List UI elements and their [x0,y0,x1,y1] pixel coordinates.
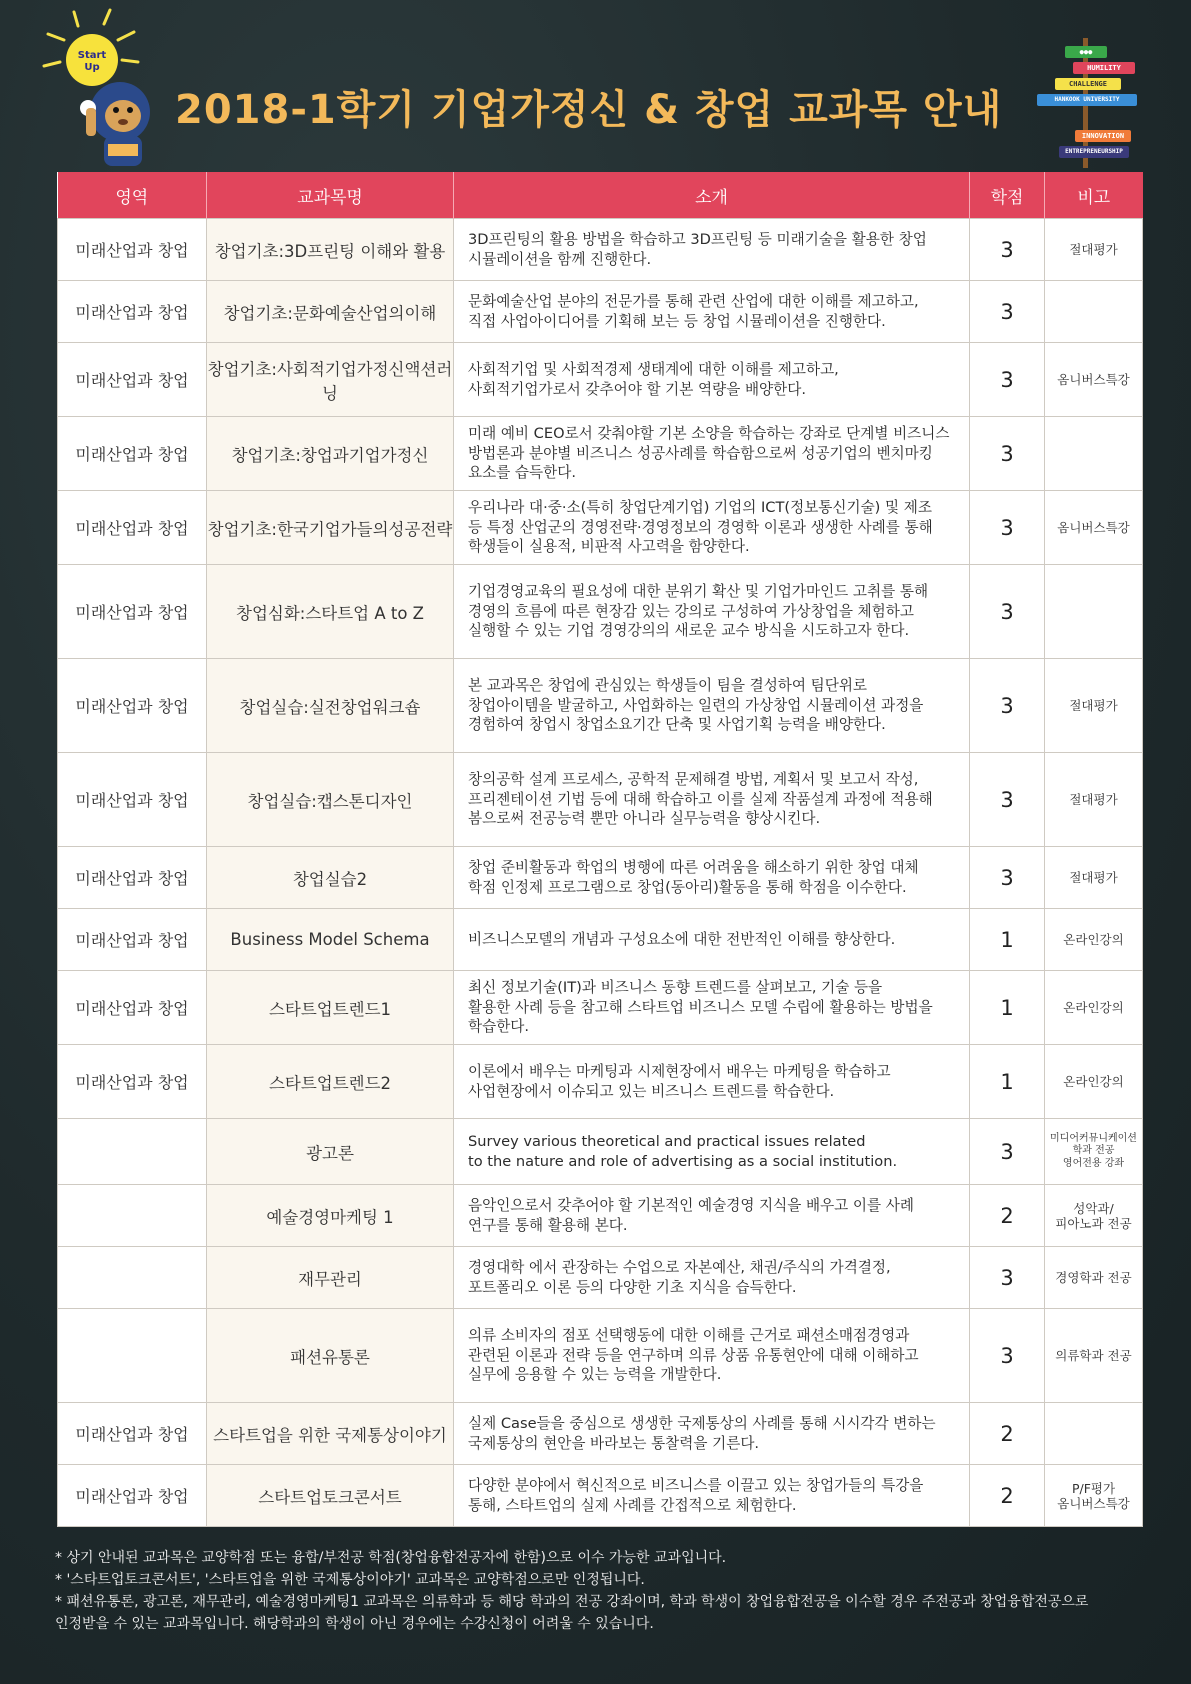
note-cell [1045,565,1143,659]
mascot-illustration [18,4,168,174]
course-name-cell: 스타트업을 위한 국제통상이야기 [207,1403,454,1465]
description-cell: 사회적기업 및 사회적경제 생태계에 대한 이해를 제고하고, 사회적기업가로서 갖추어야 할 기본 역량을 배양한다. [454,343,970,417]
credit-cell: 2 [970,1403,1045,1465]
footnote: * 패션유통론, 광고론, 재무관리, 예술경영마케팅1 교과목은 의류학과 등 해당 학과의 전공 강좌이며, 학과 학생이 창업융합전공을 이수할 경우 주전공과 창업융합전공으로 인정받을 수 있는 교과목입니다. 해당학과의 학생이 아닌 경우에는 수강신청이 어려울 수 있습니다. [55,1594,1089,1632]
header-description: 소개 [454,172,970,219]
course-name-cell: 스타트업트렌드1 [207,971,454,1045]
course-name-cell: 창업실습:실전창업워크숍 [207,659,454,753]
table-row [58,1119,1143,1185]
page-title: 2018-1학기 기업가정신 & 창업 교과목 안내 [175,87,1003,133]
header-area: 영역 [58,172,207,219]
signpost-illustration [1035,38,1145,168]
table-row [58,1403,1143,1465]
area-cell: 미래산업과 창업 [58,491,207,565]
area-cell: 미래산업과 창업 [58,1465,207,1527]
table-row [58,1247,1143,1309]
footnote: * 상기 안내된 교과목은 교양학점 또는 융합/부전공 학점(창업융합전공자에 한함)으로 이수 가능한 교과입니다. [55,1550,727,1566]
header-credit: 학점 [970,172,1045,219]
description-cell: 최신 정보기술(IT)과 비즈니스 동향 트렌드를 살펴보고, 기술 등을 활용한 사례 등을 참고해 스타트업 비즈니스 모델 수립에 활용하는 방법을 학습한다. [454,971,970,1045]
course-name-cell: 창업심화:스타트업 A to Z [207,565,454,659]
description-cell: Survey various theoretical and practical issues related to the nature and role of advertising as a social institution. [454,1119,970,1185]
header-note: 비고 [1045,172,1143,219]
course-name-cell: 광고론 [207,1119,454,1185]
page-header [0,0,1191,170]
course-name-cell: 재무관리 [207,1247,454,1309]
note-cell [1045,1403,1143,1465]
table-row [58,753,1143,847]
area-cell: 미래산업과 창업 [58,565,207,659]
note-cell: 미디어커뮤니케이션 학과 전공 영어전용 강좌 [1045,1119,1143,1185]
credit-cell: 3 [970,1247,1045,1309]
note-cell: 의류학과 전공 [1045,1309,1143,1403]
note-cell: 절대평가 [1045,847,1143,909]
footnotes [55,1547,1155,1635]
table-row [58,1185,1143,1247]
table-row [58,491,1143,565]
credit-cell: 3 [970,565,1045,659]
badge-text-1: Start [77,50,107,61]
area-cell: 미래산업과 창업 [58,847,207,909]
description-cell: 음악인으로서 갖추어야 할 기본적인 예술경영 지식을 배우고 이를 사례 연구를 통해 활용해 본다. [454,1185,970,1247]
credit-cell: 3 [970,659,1045,753]
note-cell: 경영학과 전공 [1045,1247,1143,1309]
description-cell: 다양한 분야에서 혁신적으로 비즈니스를 이끌고 있는 창업가들의 특강을 통해, 스타트업의 실제 사례를 간접적으로 체험한다. [454,1465,970,1527]
table-row [58,847,1143,909]
description-cell: 창의공학 설계 프로세스, 공학적 문제해결 방법, 계획서 및 보고서 작성, 프리젠테이션 기법 등에 대해 학습하고 이를 실제 작품설계 과정에 적용해 봄으로써 전공능력 뿐만 아니라 실무능력을 향상시킨다. [454,753,970,847]
area-cell [58,1247,207,1309]
sign-1: ●●● [1065,46,1107,58]
note-cell: 온라인강의 [1045,1045,1143,1119]
credit-cell: 3 [970,847,1045,909]
course-name-cell: 스타트업트렌드2 [207,1045,454,1119]
table-row [58,1465,1143,1527]
table-row [58,281,1143,343]
note-cell [1045,281,1143,343]
footnote: * '스타트업토크콘서트', '스타트업을 위한 국제통상이야기' 교과목은 교양학점으로만 인정됩니다. [55,1572,645,1588]
credit-cell: 3 [970,491,1045,565]
note-cell: 옴니버스특강 [1045,343,1143,417]
sign-university: HANKOOK UNIVERSITY [1037,94,1137,106]
credit-cell: 2 [970,1185,1045,1247]
credit-cell: 1 [970,909,1045,971]
credit-cell: 3 [970,417,1045,491]
description-cell: 실제 Case들을 중심으로 생생한 국제통상의 사례를 통해 시시각각 변하는 국제통상의 현안을 바라보는 통찰력을 기른다. [454,1403,970,1465]
area-cell: 미래산업과 창업 [58,753,207,847]
description-cell: 미래 예비 CEO로서 갖춰야할 기본 소양을 학습하는 강좌로 단계별 비즈니스 방법론과 분야별 비즈니스 성공사례를 학습함으로써 성공기업의 벤치마킹 요소를 습득한다. [454,417,970,491]
note-cell: 온라인강의 [1045,909,1143,971]
credit-cell: 3 [970,219,1045,281]
area-cell [58,1309,207,1403]
credit-cell: 1 [970,1045,1045,1119]
course-name-cell: Business Model Schema [207,909,454,971]
sign-challenge: CHALLENGE [1055,78,1121,90]
credit-cell: 3 [970,1309,1045,1403]
course-name-cell: 창업기초:한국기업가들의성공전략 [207,491,454,565]
course-name-cell: 패션유통론 [207,1309,454,1403]
table-row [58,1045,1143,1119]
area-cell: 미래산업과 창업 [58,1403,207,1465]
badge-text-2: Up [84,62,100,73]
description-cell: 경영대학 에서 관장하는 수업으로 자본예산, 채권/주식의 가격결정, 포트폴리오 이론 등의 다양한 기초 지식을 습득한다. [454,1247,970,1309]
area-cell: 미래산업과 창업 [58,659,207,753]
description-cell: 창업 준비활동과 학업의 병행에 따른 어려움을 해소하기 위한 창업 대체 학점 인정제 프로그램으로 창업(동아리)활동을 통해 학점을 이수한다. [454,847,970,909]
note-cell: 절대평가 [1045,753,1143,847]
note-cell: 옴니버스특강 [1045,491,1143,565]
area-cell [58,1119,207,1185]
area-cell: 미래산업과 창업 [58,219,207,281]
sign-entrepreneurship: ENTREPRENEURSHIP [1059,146,1129,158]
table-row [58,417,1143,491]
table-row [58,565,1143,659]
sign-innovation: INNOVATION [1075,130,1131,142]
course-name-cell: 창업실습:캡스톤디자인 [207,753,454,847]
course-name-cell: 창업실습2 [207,847,454,909]
course-name-cell: 예술경영마케팅 1 [207,1185,454,1247]
table-row [58,343,1143,417]
description-cell: 문화예술산업 분야의 전문가를 통해 관련 산업에 대한 이해를 제고하고, 직접 사업아이디어를 기획해 보는 등 창업 시뮬레이션을 진행한다. [454,281,970,343]
table-row [58,219,1143,281]
description-cell: 3D프린팅의 활용 방법을 학습하고 3D프린팅 등 미래기술을 활용한 창업 시뮬레이션을 함께 진행한다. [454,219,970,281]
note-cell: 절대평가 [1045,659,1143,753]
note-cell: 절대평가 [1045,219,1143,281]
course-name-cell: 창업기초:창업과기업가정신 [207,417,454,491]
description-cell: 기업경영교육의 필요성에 대한 분위기 확산 및 기업가마인드 고취를 통해 경영의 흐름에 따른 현장감 있는 강의로 구성하여 가상창업을 체험하고 실행할 수 있는 기업 경영강의의 새로운 교수 방식을 시도하고자 한다. [454,565,970,659]
area-cell: 미래산업과 창업 [58,343,207,417]
course-name-cell: 스타트업토크콘서트 [207,1465,454,1527]
course-name-cell: 창업기초:문화예술산업의이해 [207,281,454,343]
note-cell: P/F평가 옴니버스특강 [1045,1465,1143,1527]
header-course: 교과목명 [207,172,454,219]
area-cell: 미래산업과 창업 [58,971,207,1045]
course-table [57,172,1143,1527]
note-cell: 온라인강의 [1045,971,1143,1045]
credit-cell: 3 [970,343,1045,417]
description-cell: 이론에서 배우는 마케팅과 시제현장에서 배우는 마케팅을 학습하고 사업현장에서 이슈되고 있는 비즈니스 트렌드를 학습한다. [454,1045,970,1119]
course-name-cell: 창업기초:3D프린팅 이해와 활용 [207,219,454,281]
table-row [58,659,1143,753]
description-cell: 우리나라 대·중·소(특히 창업단계기업) 기업의 ICT(정보통신기술) 및 제조 등 특정 산업군의 경영전략·경영정보의 경영학 이론과 생생한 사례를 통해 학생들이 실용적, 비판적 사고력을 함양한다. [454,491,970,565]
description-cell: 본 교과목은 창업에 관심있는 학생들이 팀을 결성하여 팀단위로 창업아이템을 발굴하고, 사업화하는 일련의 가상창업 시뮬레이션 과정을 경험하여 창업시 창업소요기간 단축 및 사업기획 능력을 배양한다. [454,659,970,753]
credit-cell: 3 [970,1119,1045,1185]
sign-humility: HUMILITY [1073,62,1135,74]
course-name-cell: 창업기초:사회적기업가정신액션러닝 [207,343,454,417]
area-cell: 미래산업과 창업 [58,1045,207,1119]
note-cell [1045,417,1143,491]
table-row [58,909,1143,971]
credit-cell: 3 [970,753,1045,847]
area-cell: 미래산업과 창업 [58,417,207,491]
area-cell: 미래산업과 창업 [58,909,207,971]
table-body [58,219,1143,1527]
description-cell: 비즈니스모델의 개념과 구성요소에 대한 전반적인 이해를 향상한다. [454,909,970,971]
table-row [58,971,1143,1045]
table-row [58,1309,1143,1403]
area-cell: 미래산업과 창업 [58,281,207,343]
credit-cell: 3 [970,281,1045,343]
credit-cell: 1 [970,971,1045,1045]
note-cell: 성악과/ 피아노과 전공 [1045,1185,1143,1247]
table-header-row [58,172,1143,219]
description-cell: 의류 소비자의 점포 선택행동에 대한 이해를 근거로 패션소매점경영과 관련된 이론과 전략 등을 연구하며 의류 상품 유통현안에 대해 이해하고 실무에 응용할 수 있는 능력을 개발한다. [454,1309,970,1403]
area-cell [58,1185,207,1247]
credit-cell: 2 [970,1465,1045,1527]
